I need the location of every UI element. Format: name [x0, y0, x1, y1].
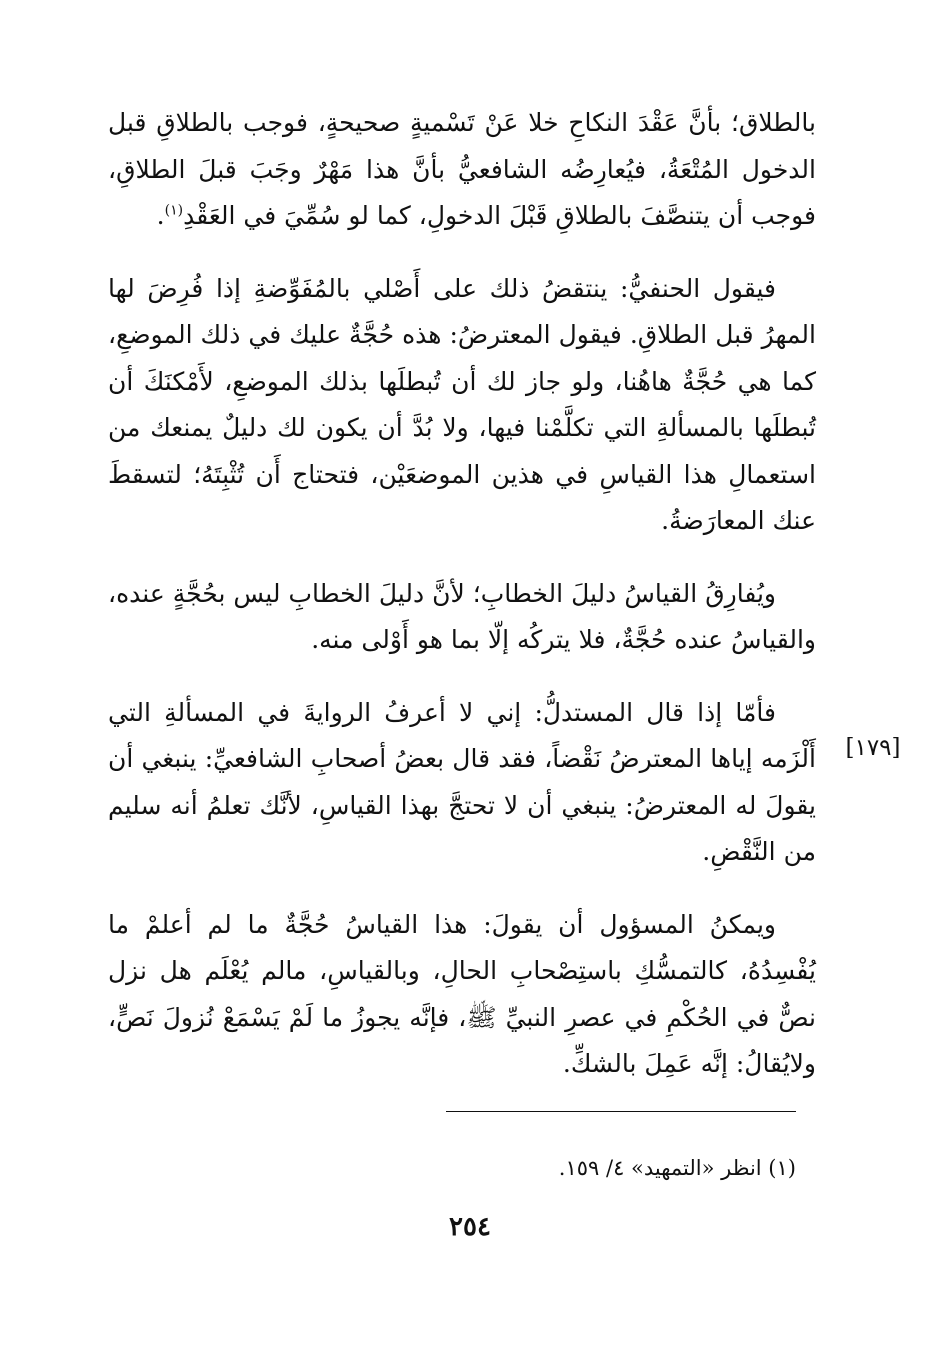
paragraph-5: ويمكنُ المسؤول أن يقولَ: هذا القياسُ حُجَّةٌ ما لم أعلمْ ما يُفْسِدُهُ، كالتمسُّكِ باستِصْحابِ الحالِ، وبالقياسِ، مالم يُعْلَم هل نزل نصٌّ في الحُكْمِ في عصرِ النبيِّ ﷺ، فإنَّه يجوزُ ما لَمْ يَسْمَعْ نُزولَ نَصٍّ، ولايُقالُ: إنَّه عَمِلَ بالشكِّ. [108, 909, 816, 1078]
paragraph-1-text: بالطلاق؛ بأنَّ عَقْدَ النكاحِ خلا عَنْ تَسْميةٍ صحيحةٍ، فوجب بالطلاقِ قبل الدخول المُتْعَةُ، فيُعارِضُه الشافعيُّ بأنَّ هذا مَهْرٌ وجَبَ قبلَ الطلاقِ، فوجب أن يتنصَّفَ بالطلاقِ قَبْلَ الدخولِ، كما لو سُمِّيَ في العَقْدِ [108, 108, 816, 230]
footnote-text: (١) انظر «التمهيد» ٤/ ١٥٩. [558, 1156, 796, 1180]
footnote-reference[interactable]: (١) [164, 202, 184, 219]
original-page-marker: [١٧٩] [845, 735, 901, 761]
paragraph-1 [108, 100, 816, 240]
page-number: ٢٥٤ [449, 1212, 491, 1242]
main-text [108, 100, 816, 1114]
paragraph-4: فأمّا إذا قال المستدلُّ: إني لا أعرفُ الروايةَ في المسألةِ التي أَلْزَمه إياها المعترضُ نَقْضاً، فقد قال بعضُ أصحابِ الشافعيِّ: ينبغي أن يقولَ له المعترضُ: ينبغي أن لا تحتجَّ بهذا القياسِ، لأنَّك تعلمُ أنه سليم من النَّقْضِ. [108, 697, 816, 866]
paragraph-3: ويُفارِقُ القياسُ دليلَ الخطابِ؛ لأنَّ دليلَ الخطابِ ليس بحُجَّةٍ عنده، والقياسُ عنده حُجَّةٌ، فلا يتركُه إلّا بما هو أَوْلى منه. [108, 578, 816, 654]
paragraph-2: فيقول الحنفيُّ: ينتقضُ ذلك على أَصْلي بالمُفَوِّضةِ إذا فُرِضَ لها المهرُ قبل الطلاقِ. فيقول المعترضُ: هذه حُجَّةٌ عليك في ذلك الموضعِ، كما هي حُجَّةٌ هاهُنا، ولو جاز لك أن تُبطلَها بذلك الموضعِ، لأَمْكنَكَ أن تُبطلَها بالمسألةِ التي تكلَّمْنا فيها، ولا بُدَّ أن يكون لك دليلٌ يمنعك من استعمالِ هذا القياسِ في هذين الموضعَيْن، فتحتاج أَن تُثْبِتَهُ؛ لتسقطَ عنك المعارَضةُ. [108, 273, 816, 535]
paragraph-1-end: . [156, 201, 165, 230]
footnote-divider [446, 1111, 796, 1112]
